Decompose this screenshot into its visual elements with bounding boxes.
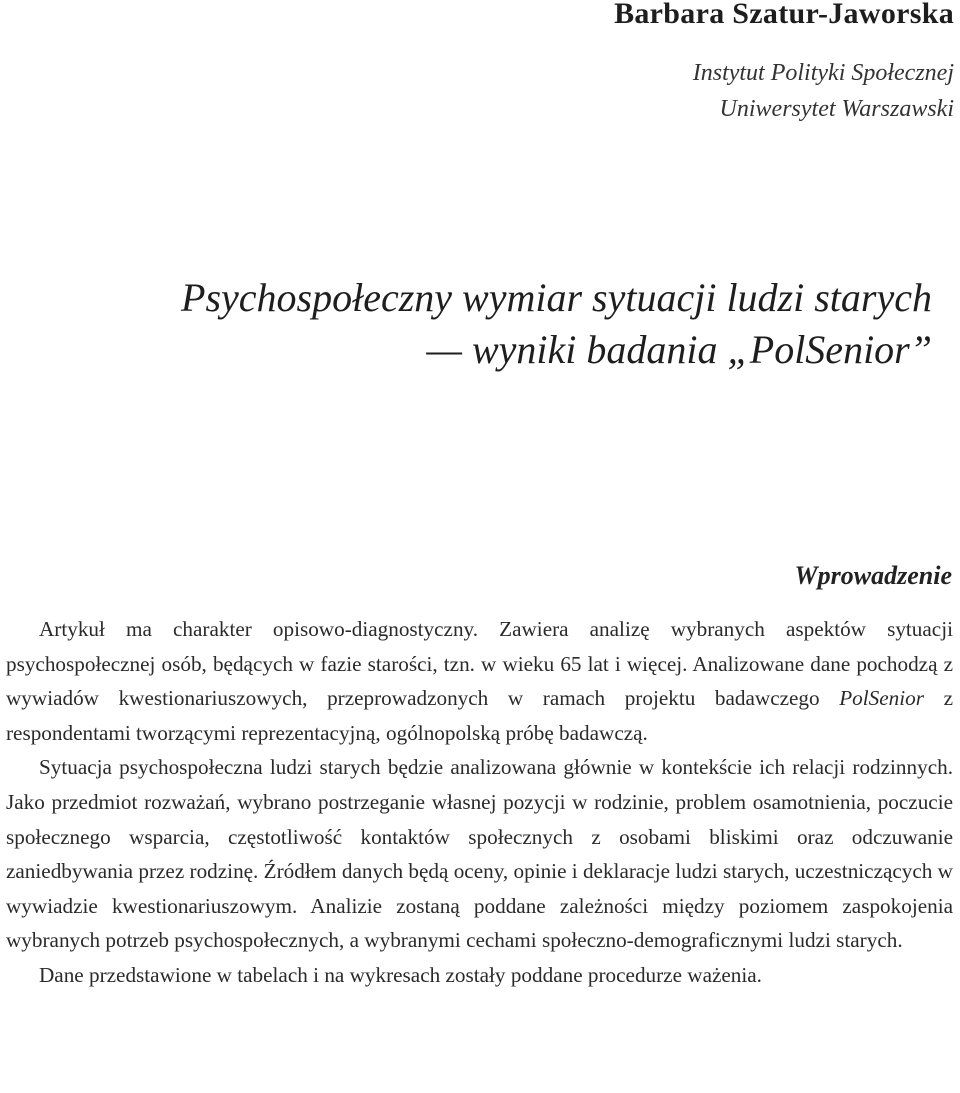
article-title-line2: — wyniki badania „PolSenior” bbox=[426, 327, 932, 372]
author-name: Barbara Szatur-Jaworska bbox=[614, 0, 954, 30]
project-name: PolSenior bbox=[839, 686, 924, 711]
article-title bbox=[181, 272, 932, 376]
affiliation-university: Uniwersytet Warszawski bbox=[719, 96, 954, 122]
body-text bbox=[6, 612, 953, 993]
paragraph-1 bbox=[6, 612, 953, 750]
paragraph-3: Dane przedstawione w tabelach i na wykresach zostały poddane procedurze ważenia. bbox=[39, 962, 762, 987]
section-heading: Wprowadzenie bbox=[794, 561, 952, 590]
affiliation-institute: Instytut Polityki Społecznej bbox=[692, 60, 954, 86]
paragraph-1-part2: z respondentami tworzącymi reprezentacyjną, ogólnopolską próbę badawczą. bbox=[6, 686, 953, 745]
paragraph-1-part1: Artykuł ma charakter opisowo-diagnostyczny. Zawiera analizę wybranych aspektów sytuacji psychospołecznej osób, będących w fazie starości, tzn. w wieku 65 lat i więcej. Analizowane dane pochodzą z wywiadów kwestionariuszowych, przeprowadzonych w ramach projektu badawczego bbox=[6, 617, 953, 711]
author-affiliation bbox=[693, 55, 954, 127]
article-title-line1: Psychospołeczny wymiar sytuacji ludzi starych bbox=[181, 275, 932, 320]
paragraph-2: Sytuacja psychospołeczna ludzi starych będzie analizowana głównie w kontekście ich relacji rodzinnych. Jako przedmiot rozważań, wybrano postrzeganie własnej pozycji w rodzinie, problem osamotnienia, poczucie społecznego wsparcia, częstotliwość kontaktów społecznych z osobami bliskimi oraz odczuwanie zaniedbywania przez rodzinę. Źródłem danych będą oceny, opinie i deklaracje ludzi starych, uczestniczących w wywiadzie kwestionariuszowym. Analizie zostaną poddane zależności między poziomem zaspokojenia wybranych potrzeb psychospołecznych, a wybranymi cechami społeczno-demograficznymi ludzi starych. bbox=[6, 755, 953, 953]
